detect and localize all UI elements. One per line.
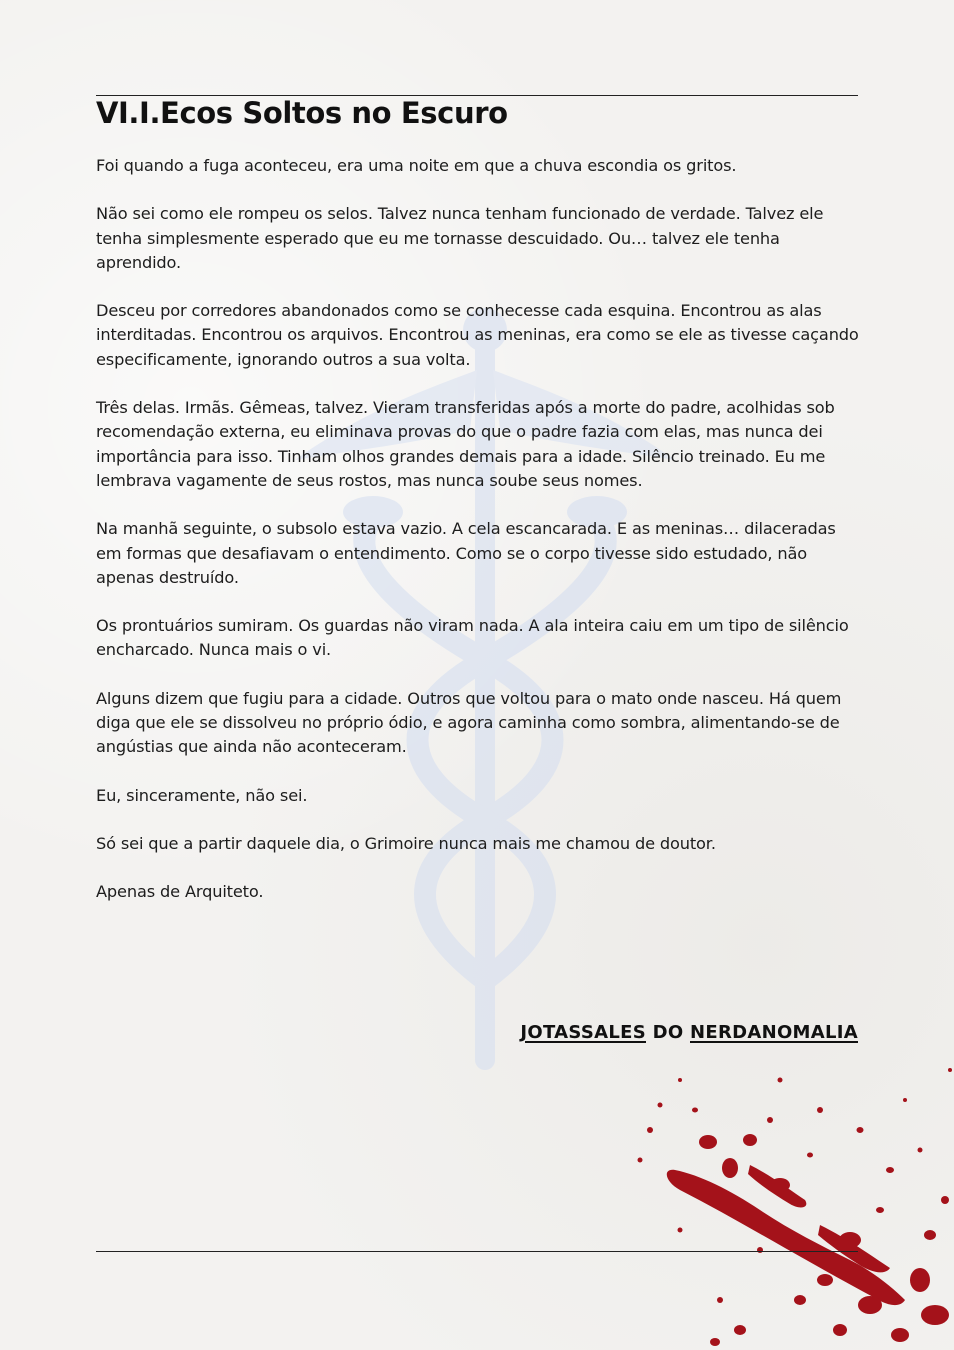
paragraph: Os prontuários sumiram. Os guardas não viram nada. A ala inteira caiu em um tipo de silêncio encharcado. Nunca mais o vi. [96, 616, 849, 660]
signature-connector: DO [652, 1022, 684, 1043]
paragraph: Na manhã seguinte, o subsolo estava vazio. A cela escancarada. E as meninas… dilaceradas em formas que desafiavam o entendimento. Como se o corpo tivesse sido estudado, não apenas destruído. [96, 519, 836, 587]
brand-name: NERDANOMALIA [690, 1022, 858, 1043]
paragraph: Três delas. Irmãs. Gêmeas, talvez. Vieram transferidas após a morte do padre, acolhidas sob recomendação externa, eu eliminava provas do que o padre fazia com elas, mas nunca dei importância para isso. Tinham olhos grandes demais para a idade. Silêncio treinado. Eu me lembrava vagamente de seus rostos, mas nunca soube seus nomes. [96, 398, 835, 490]
paragraph: Alguns dizem que fugiu para a cidade. Outros que voltou para o mato onde nasceu. Há quem diga que ele se dissolveu no próprio ódio, e agora caminha como sombra, alimentando-se de angústias que ainda não aconteceram. [96, 688, 842, 757]
chapter-title: VI.I.Ecos Soltos no Escuro [96, 96, 508, 130]
blood-splatter-icon [620, 1050, 954, 1350]
bottom-divider [96, 1251, 858, 1252]
author-name: JOTASSALES [520, 1022, 646, 1043]
paragraph: Foi quando a fuga aconteceu, era uma noite em que a chuva escondia os gritos. [96, 156, 737, 175]
paragraph: Não sei como ele rompeu os selos. Talvez nunca tenham funcionado de verdade. Talvez ele tenha simplesmente esperado que eu me tornasse descuidado. Ou… talvez ele tenha aprendido. [96, 204, 824, 272]
paragraph: Eu, sinceramente, não sei. [96, 785, 308, 805]
paragraph: Apenas de Arquiteto. [96, 882, 264, 902]
paragraph: Só sei que a partir daquele dia, o Grimoire nunca mais me chamou de doutor. [96, 833, 716, 853]
paragraph: Desceu por corredores abandonados como se conhecesse cada esquina. Encontrou as alas interditadas. Encontrou os arquivos. Encontrou as meninas, era como se ele as tivesse caçando especificamente, ignorando outros a sua volta. [96, 301, 859, 369]
chapter-body [96, 154, 860, 929]
author-signature [520, 1022, 858, 1043]
